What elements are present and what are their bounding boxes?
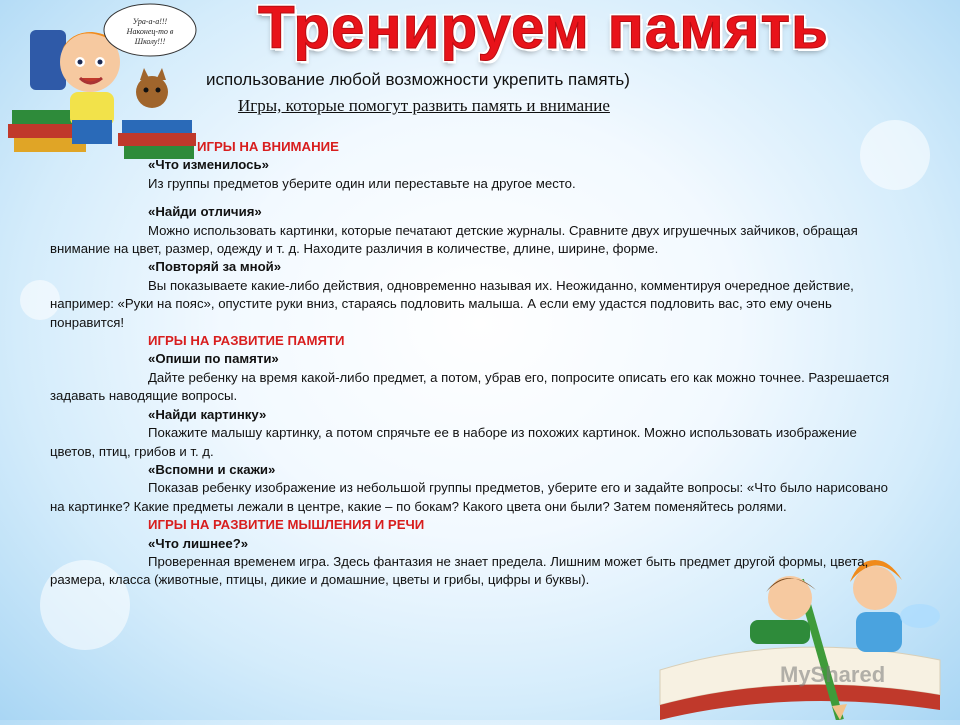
svg-text:Ура-а-а!!!: Ура-а-а!!! — [132, 17, 168, 26]
game-title: «Найди картинку» — [148, 406, 267, 422]
game-title: «Опиши по памяти» — [148, 351, 279, 367]
game-title: «Что изменилось» — [148, 157, 269, 173]
game-title: «Найди отличия» — [148, 204, 262, 220]
game-description: Покажите малышу картинку, а потом спрячьте ее в наборе из похожих картинок. Можно использовать изображение цветов, птиц, грибов и т. д. — [50, 425, 857, 459]
document-body — [50, 138, 892, 590]
section-heading-memory: ИГРЫ НА РАЗВИТИЕ ПАМЯТИ — [148, 333, 345, 349]
section-heading-thinking: ИГРЫ НА РАЗВИТИЕ МЫШЛЕНИЯ И РЕЧИ — [148, 517, 425, 533]
game-title: «Что лишнее?» — [148, 535, 249, 551]
game-title: «Повторяй за мной» — [148, 259, 282, 275]
game-description: Показав ребенку изображение из небольшой группы предметов, уберите его и задайте вопросы: «Что было нарисовано на картинке? Какие предметы лежали в центре, какие – по бокам? Какого цвета они были? Затем поменяйтесь ролями. — [50, 480, 888, 514]
game-description: Дайте ребенку на время какой-либо предмет, а потом, убрав его, попросите описать его как можно точнее. Разрешается задавать наводящие вопросы. — [50, 369, 890, 404]
game-description: Можно использовать картинки, которые печатают детские журналы. Сравните двух игрушечных зайчиков, обращая внимание на цвет, размер, одежду и т. д. Находите различия в количестве, длине, ширине, форме. — [50, 222, 858, 257]
spacer — [50, 193, 892, 203]
svg-text:Школу!!!: Школу!!! — [134, 37, 166, 46]
section-heading-attention: ИГРЫ НА ВНИМАНИЕ — [197, 139, 339, 154]
game-title: «Вспомни и скажи» — [148, 461, 276, 477]
page-title: Тренируем память — [258, 0, 829, 61]
svg-text:Наконец-то в: Наконец-то в — [126, 27, 174, 36]
page-subtitle: использование любой возможности укрепить память) — [206, 70, 630, 89]
game-description: Проверенная временем игра. Здесь фантазия не знает предела. Лишним может быть предмет другой формы, цвета, размера, класса (животные, птицы, дикие и домашние, цветы и грибы, цифры и буквы). — [50, 553, 869, 588]
page-subheading: Игры, которые помогут развить память и внимание — [238, 96, 610, 115]
watermark-logo: MyShared — [780, 662, 886, 687]
game-description: Вы показываете какие-либо действия, одновременно называя их. Неожиданно, комментируя очередное действие, например: «Руки на пояс», опустите руки вниз, стараясь подловить малыша. А если ему удастся подловить вас, это ему очень понравится! — [50, 277, 854, 330]
game-description: Из группы предметов уберите один или переставьте на другое место. — [148, 175, 576, 191]
